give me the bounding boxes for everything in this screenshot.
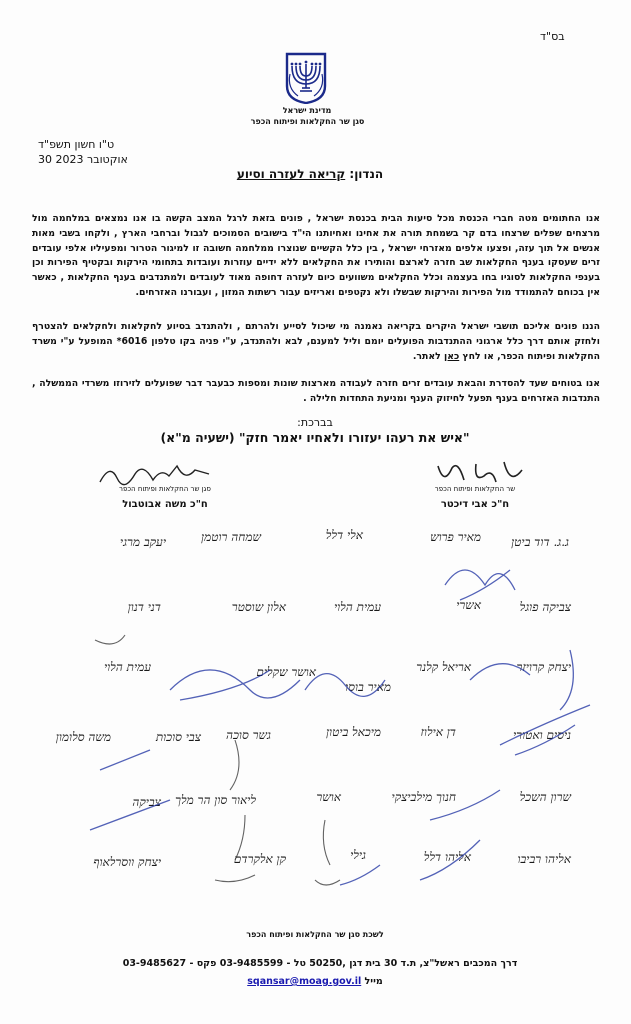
footer-address: דרך המכבים ראשל"צ, ת.ד 30 בית דגן ,50250 טל - 03-9485599 פקס - 03-9485627 bbox=[122, 958, 518, 969]
signature: אושר שקלים bbox=[256, 665, 316, 679]
signature: אריאל קלנר bbox=[416, 660, 471, 674]
date-gregorian: 30 אוקטובר 2023 bbox=[38, 153, 128, 166]
verse-quote: "איש את רעהו יעזורו ולאחיו יאמר חזק" (ישעיה מ"א) bbox=[160, 430, 470, 445]
signature: גילי bbox=[350, 848, 366, 862]
paragraph-2-text: הננו פונים אליכם תושבי ישראל היקרים בקריאה נאמנה מי שיכול לסייע ולהרתם , ולהתנדב בסיוע לחקלאות ולחקלאים להצטרף ולחזק אותם דרך כלל ארגוני ההתנדבות הפועלים יומם וליל למענם, לבא ולהתנדב, ע"י פניה בקו טלפון 6016* המופעל ע"י משרד החקלאות ופיתוח הכפר, או לחץ bbox=[32, 321, 600, 362]
signature: אשרי bbox=[456, 598, 481, 612]
signature: צביקה פוגל bbox=[519, 600, 571, 614]
signature: אליהו דלל bbox=[423, 850, 471, 864]
signature: קן אלקרדם bbox=[233, 852, 286, 866]
signature: עמית הלוי bbox=[333, 600, 381, 614]
subject-text: קריאה לעזרה וסיוע bbox=[236, 167, 346, 181]
signatory-left-name: ח"כ משה אבוטבול bbox=[122, 499, 208, 510]
signature: שמחה רוטמן bbox=[201, 530, 261, 544]
signatory-right-name: ח"כ אבי דיכטר bbox=[440, 499, 510, 510]
signature: צבי סוכות bbox=[155, 730, 201, 744]
signature: מיכאל ביטון bbox=[325, 725, 381, 739]
date-hebrew: ט"ו חשון תשפ"ד bbox=[38, 138, 115, 151]
signature: אלון שוסטר bbox=[231, 600, 286, 614]
email-label: מייל bbox=[364, 976, 383, 987]
signature: מאיר בוסו bbox=[345, 680, 391, 694]
signature: יצחק ווסרלאוף bbox=[93, 855, 161, 869]
signature: עמית הלוי bbox=[103, 660, 151, 674]
signature: ניסים ואטורי bbox=[513, 728, 571, 742]
paragraph-2-end: לאתר. bbox=[412, 350, 441, 362]
subject-prefix: הנדון: bbox=[349, 167, 384, 181]
signature: משה סלומון bbox=[55, 730, 111, 744]
blessing: בברכת: bbox=[297, 416, 333, 429]
body-paragraph-3: אנו בטוחים שעד להסדרת והבאת עובדים זרים חזרה לעבודה מארצות שונות ומספות כבעבר דבר שפועלים לזירוזו משרדי הממשלה , התנדבות האזרחים בענף תפעל לחיזוק הענף ומניעת התחדות חלילה . bbox=[32, 378, 600, 404]
signature: אליהו רביבו bbox=[517, 852, 571, 866]
signatory-right-title: שר החקלאות ופיתוח הכפר bbox=[434, 485, 516, 493]
signature: דני דנון bbox=[127, 600, 161, 614]
signature: ליאור סון הר מלך bbox=[175, 793, 256, 807]
footer-email bbox=[230, 976, 400, 987]
signature: צביקה bbox=[132, 795, 161, 809]
here-link[interactable]: כאן bbox=[444, 350, 460, 362]
signature: אושר bbox=[316, 790, 341, 804]
signatory-left-title: סגן שר החקלאות ופיתוח הכפר bbox=[119, 485, 211, 493]
signature: חנוך מילביצקי bbox=[391, 790, 456, 804]
signature: דן אילוז bbox=[420, 725, 456, 739]
email-link[interactable]: sqansar@moag.gov.il bbox=[247, 976, 362, 987]
signature: שרון השכל bbox=[519, 790, 571, 804]
footer-office: לשכת סגן שר החקלאות ופיתוח הכפר bbox=[246, 930, 384, 939]
signature: אלי דלל bbox=[325, 528, 363, 542]
signature: גשר סוכה bbox=[226, 728, 271, 742]
org-country: מדינת ישראל bbox=[282, 106, 332, 115]
signature: מאיר פרוש bbox=[430, 530, 481, 544]
body-paragraph-1: אנו החתומים מטה חברי הכנסת מכל סיעות הבית בכנסת ישראל , פונים בזאת לרגל המצב הקשה בו אנו נמצאים במלחמה מול מרצחים שפלים שרצחו בדם קר בשמחת תורה את אחינו ואחיותנו הי"ד בישובים הסמוכים לגבול וברחבי הארץ , ולקחו בשבי מאות אנשים אל תוך עזה, ופצעו אלפים מאזרחי ישראל , בין כלל הקשיים שנוצרו ממלחמה חשובה זו למיגור הטרור ומפעיליו אלפי עובדים זרים שעסקו בענף החקלאות שב חזרה לארצם והותירו את החקלאים ללא ידיים עוזרות ועובדות בתחומי הירקות ובקטיף הפירות וכן בענפי החקלאות לסוגיו בחו בעצמה וכלל החקלאים משוועים כיום לעזרה דחופה מאוד לעובדים ולמתנדבים בענף החקלאות , כאשר אין בכוחם להתמודד מול הפירות והירקות שבשלו ולא נקטפים ואריזים עבור רשתות המזון , ועבורנו האזרחים. bbox=[32, 213, 600, 298]
signature: יצחק קרויזר bbox=[516, 660, 571, 674]
org-office: סגן שר החקלאות ופיתוח הכפר bbox=[250, 117, 365, 126]
bsd-mark: בס"ד bbox=[540, 30, 565, 43]
signature: ג.ג. דוד ביטן bbox=[511, 535, 569, 549]
signature: יעקב מרגי bbox=[119, 535, 166, 549]
